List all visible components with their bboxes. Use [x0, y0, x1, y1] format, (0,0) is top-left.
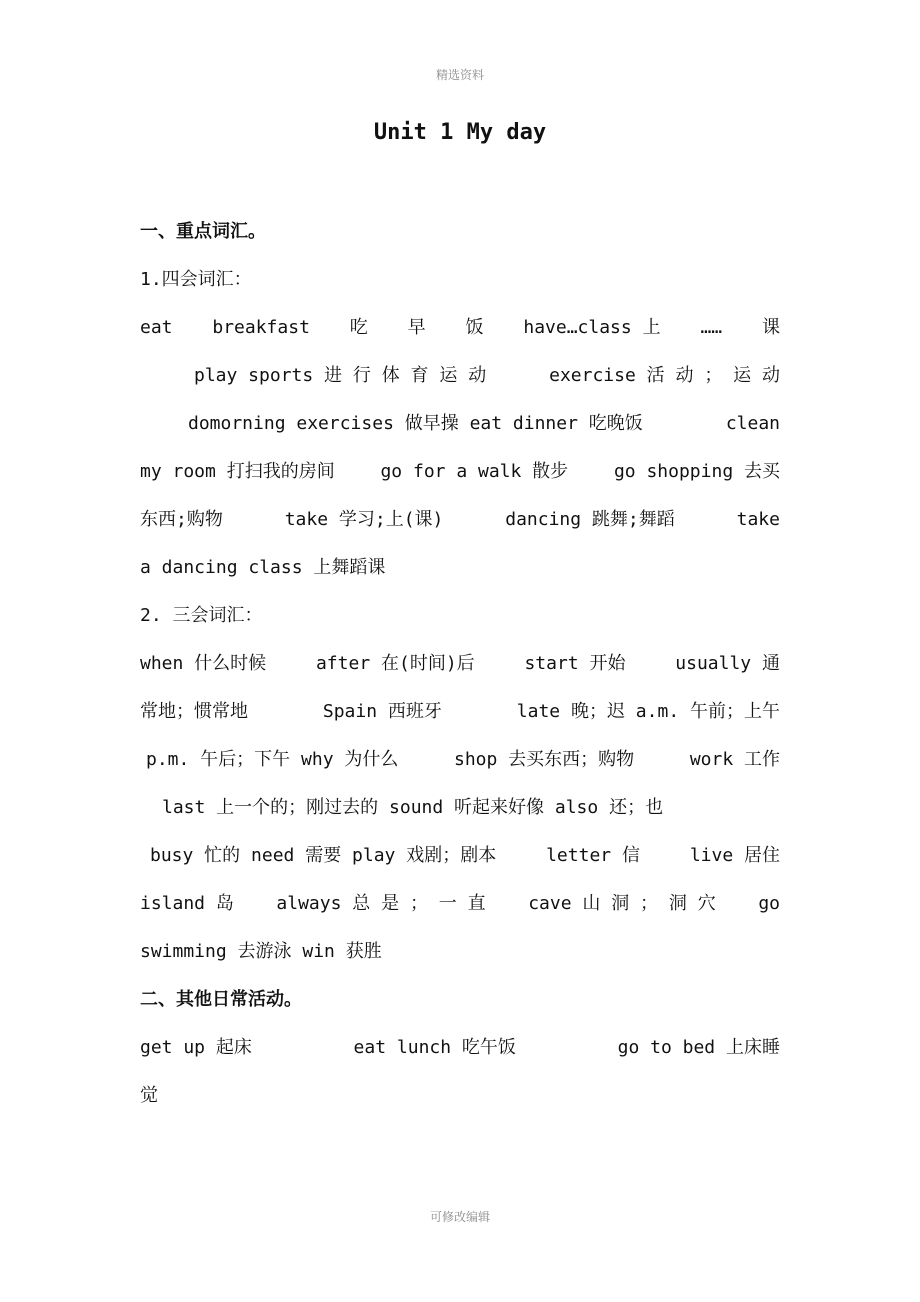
vocab-item: live 居住: [689, 845, 780, 866]
vocab-item: Spain 西班牙: [322, 701, 442, 722]
vocab-line: [140, 696, 780, 728]
page-title: Unit 1 My day: [373, 120, 547, 145]
vocab-item: work 工作: [689, 749, 780, 770]
vocab-item: busy 忙的 need 需要 play 戏剧；剧本: [150, 845, 497, 866]
vocab-item: take 学习;上(课): [284, 509, 444, 530]
vocab-item: have…class 上: [523, 317, 661, 338]
section-heading-daily-activities: 二、其他日常活动。: [140, 989, 302, 1010]
page-header: 精选资料: [435, 68, 484, 82]
vocab-item: p.m. 午后；下午 why 为什么: [146, 749, 399, 770]
vocab-line: swimming 去游泳 win 获胜: [140, 941, 382, 962]
vocab-item: last 上一个的；刚过去的 sound 听起来好像 also 还；也: [162, 797, 664, 818]
vocab-item: ……: [700, 317, 723, 338]
vocab-item: play sports 进 行 体 育 运 动: [194, 365, 487, 386]
vocab-item: take: [736, 509, 780, 530]
vocab-item: clean: [725, 413, 780, 434]
vocab-item: eat lunch 吃午饭: [353, 1037, 516, 1058]
vocab-line: a dancing class 上舞蹈课: [140, 557, 386, 578]
vocab-item: always 总 是 ； 一 直: [276, 893, 486, 914]
vocab-item: after 在(时间)后: [315, 653, 475, 674]
vocab-line: [194, 360, 780, 392]
vocab-item: go to bed 上床睡: [617, 1037, 780, 1058]
vocab-item: 早: [407, 317, 426, 338]
vocab-line: [150, 840, 780, 872]
subheading-three-skill-words: 2. 三会词汇：: [140, 605, 263, 626]
vocab-item: 东西;购物: [140, 509, 223, 530]
vocab-line: [140, 888, 780, 920]
vocab-item: island 岛: [140, 893, 234, 914]
vocab-item: dancing 跳舞;舞蹈: [505, 509, 675, 530]
vocab-line: [140, 648, 780, 680]
vocab-item: 常地；惯常地: [140, 701, 248, 722]
vocab-line: [162, 792, 780, 824]
subheading-four-skill-words: 1.四会词汇：: [140, 269, 252, 290]
vocab-line: [146, 744, 780, 776]
vocab-item: my room 打扫我的房间: [140, 461, 335, 482]
vocab-item: go for a walk 散步: [380, 461, 569, 482]
vocab-item: when 什么时候: [140, 653, 267, 674]
vocab-line: [188, 408, 780, 440]
page-footer: 可修改编辑: [429, 1210, 490, 1224]
vocab-line: [140, 456, 780, 488]
vocab-line: [140, 312, 780, 344]
vocab-item: 课: [761, 317, 780, 338]
vocab-item: start 开始: [524, 653, 626, 674]
vocab-item: get up 起床: [140, 1037, 252, 1058]
vocab-item: letter 信: [546, 845, 640, 866]
vocab-item: go shopping 去买: [613, 461, 780, 482]
vocab-item: 吃: [349, 317, 368, 338]
vocab-line: 觉: [140, 1085, 158, 1106]
vocab-item: cave 山 洞 ； 洞 穴: [528, 893, 716, 914]
vocab-item: late 晚；迟 a.m. 午前；上午: [516, 701, 780, 722]
vocab-line: [140, 504, 780, 536]
vocab-item: usually 通: [675, 653, 780, 674]
vocab-item: eat: [140, 317, 173, 338]
vocab-item: domorning exercises 做早操 eat dinner 吃晚饭: [188, 413, 643, 434]
vocab-item: breakfast: [212, 317, 310, 338]
vocab-item: go: [758, 893, 780, 914]
section-heading-key-vocabulary: 一、重点词汇。: [140, 221, 266, 242]
vocab-item: 饭: [465, 317, 484, 338]
vocab-item: exercise 活 动 ； 运 动: [549, 365, 780, 386]
vocab-item: shop 去买东西；购物: [454, 749, 635, 770]
vocab-line: [140, 1032, 780, 1064]
